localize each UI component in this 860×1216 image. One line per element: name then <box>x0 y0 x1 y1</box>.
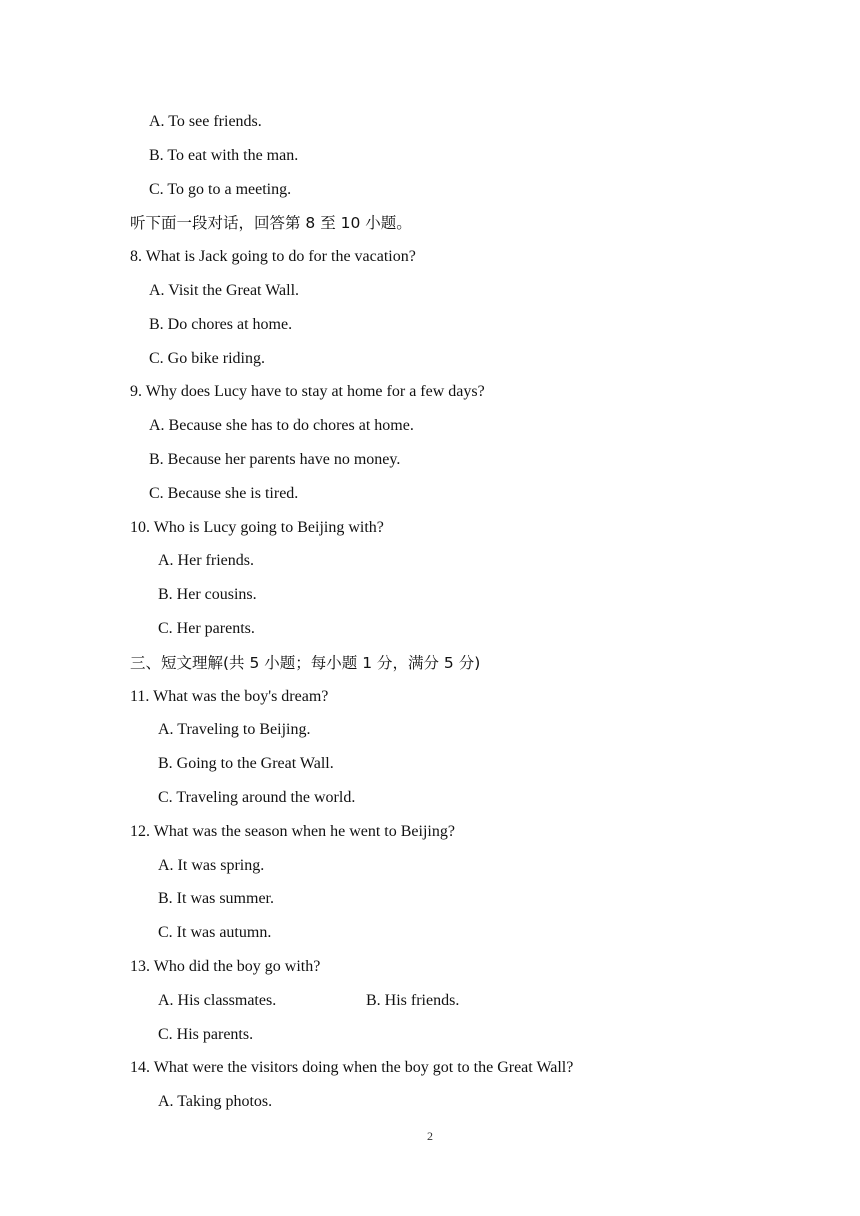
q10-option-a: A. Her friends. <box>158 552 254 569</box>
question-11: 11. What was the boy's dream? <box>130 688 329 705</box>
q9-option-b: B. Because her parents have no money. <box>149 451 401 468</box>
q7-option-b: B. To eat with the man. <box>149 147 299 164</box>
q11-option-b: B. Going to the Great Wall. <box>158 755 334 772</box>
q7-option-c: C. To go to a meeting. <box>149 181 292 198</box>
q8-option-c: C. Go bike riding. <box>149 350 265 367</box>
q12-option-c: C. It was autumn. <box>158 924 272 941</box>
q13-option-a: A. His classmates. <box>158 992 277 1009</box>
question-13: 13. Who did the boy go with? <box>130 958 321 975</box>
question-12: 12. What was the season when he went to Beijing? <box>130 823 455 840</box>
q12-option-a: A. It was spring. <box>158 857 265 874</box>
q7-option-a: A. To see friends. <box>149 113 262 130</box>
q12-option-b: B. It was summer. <box>158 890 274 907</box>
q9-option-c: C. Because she is tired. <box>149 485 299 502</box>
question-9: 9. Why does Lucy have to stay at home for a few days? <box>130 383 485 400</box>
q13-option-c: C. His parents. <box>158 1026 254 1043</box>
question-14: 14. What were the visitors doing when the boy got to the Great Wall? <box>130 1059 574 1076</box>
q10-option-b: B. Her cousins. <box>158 586 257 603</box>
q11-option-c: C. Traveling around the world. <box>158 789 356 806</box>
question-8: 8. What is Jack going to do for the vacation? <box>130 248 416 265</box>
q13-option-b: B. His friends. <box>366 992 460 1009</box>
q11-option-a: A. Traveling to Beijing. <box>158 721 311 738</box>
q14-option-a: A. Taking photos. <box>158 1093 273 1110</box>
question-10: 10. Who is Lucy going to Beijing with? <box>130 519 384 536</box>
q8-option-b: B. Do chores at home. <box>149 316 293 333</box>
section-3-heading: 三、短文理解(共 5 小题；每小题 1 分，满分 5 分) <box>130 654 481 672</box>
q8-option-a: A. Visit the Great Wall. <box>149 282 300 299</box>
q10-option-c: C. Her parents. <box>158 620 255 637</box>
page-number: 2 <box>427 1129 433 1143</box>
dialog-instruction: 听下面一段对话，回答第 8 至 10 小题。 <box>130 214 412 232</box>
q9-option-a: A. Because she has to do chores at home. <box>149 417 414 434</box>
